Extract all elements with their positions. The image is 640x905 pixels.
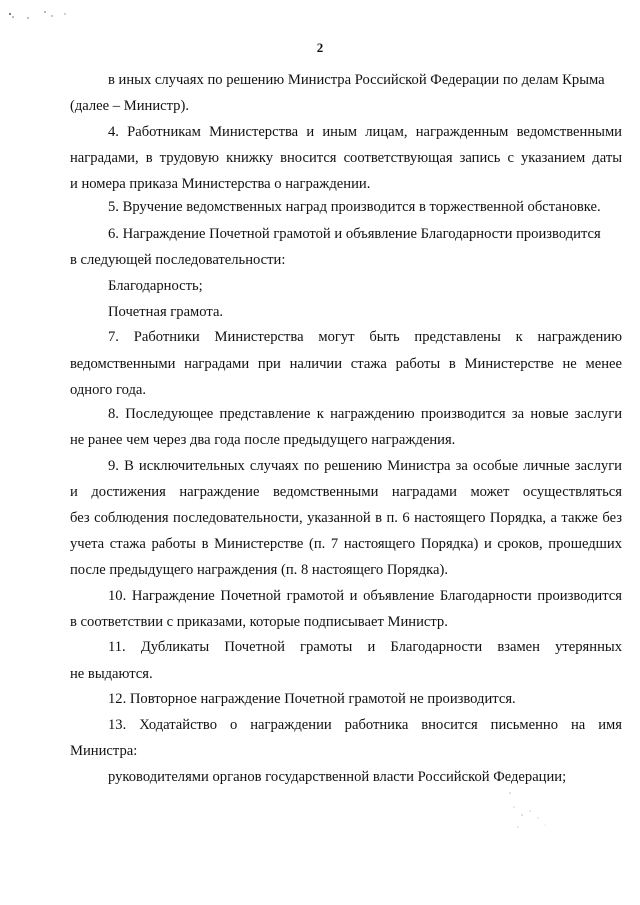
text-line: (далее – Министр). xyxy=(70,98,189,114)
text-line: 11. Дубликаты Почетной грамоты и Благодарности взамен утерянных xyxy=(108,639,622,655)
text-line: в соответствии с приказами, которые подписывает Министр. xyxy=(70,614,448,630)
text-line: не выдаются. xyxy=(70,666,153,682)
text-line: 8. Последующее представление к награждению производится за новые заслуги xyxy=(108,406,622,422)
text-line: и достижения награждение ведомственными наградами может осуществляться xyxy=(70,484,622,500)
text-line: Благодарность; xyxy=(108,278,203,294)
text-line: одного года. xyxy=(70,382,147,398)
text-line: 6. Награждение Почетной грамотой и объявление Благодарности производится xyxy=(108,226,601,242)
text-line: без соблюдения последовательности, указанной в п. 6 настоящего Порядка, а также без xyxy=(70,510,622,526)
text-line: 5. Вручение ведомственных наград производится в торжественной обстановке. xyxy=(108,199,601,215)
text-line: и номера приказа Министерства о награждении. xyxy=(70,176,371,192)
text-line: руководителями органов государственной власти Российской Федерации; xyxy=(108,769,567,785)
text-line: наградами, в трудовую книжку вносится соответствующая запись с указанием даты xyxy=(70,150,622,166)
text-line: 9. В исключительных случаях по решению Министра за особые личные заслуги xyxy=(108,458,622,474)
text-line: 12. Повторное награждение Почетной грамотой не производится. xyxy=(108,691,516,707)
text-line: 7. Работники Министерства могут быть представлены к награждению xyxy=(108,329,622,345)
text-line: после предыдущего награждения (п. 8 настоящего Порядка). xyxy=(70,562,448,578)
text-line: 13. Ходатайство о награждении работника вносится письменно на имя xyxy=(108,717,622,733)
scan-specks xyxy=(0,0,80,30)
text-line: в иных случаях по решению Министра Российской Федерации по делам Крыма xyxy=(108,72,605,88)
text-line: учета стажа работы в Министерстве (п. 7 настоящего Порядка) и сроков, прошедших xyxy=(70,536,622,552)
text-line: 10. Награждение Почетной грамотой и объявление Благодарности производится xyxy=(108,588,622,604)
text-line: не ранее чем через два года после предыдущего награждения. xyxy=(70,432,456,448)
text-line: Почетная грамота. xyxy=(108,304,224,320)
text-line: Министра: xyxy=(70,743,138,759)
text-line: ведомственными наградами при наличии стажа работы в Министерстве не менее xyxy=(70,356,622,372)
text-line: 4. Работникам Министерства и иным лицам, награжденным ведомственными xyxy=(108,124,622,140)
faint-stamp-mark xyxy=(490,785,560,840)
text-line: в следующей последовательности: xyxy=(70,252,286,268)
page-number: 2 xyxy=(316,40,324,55)
